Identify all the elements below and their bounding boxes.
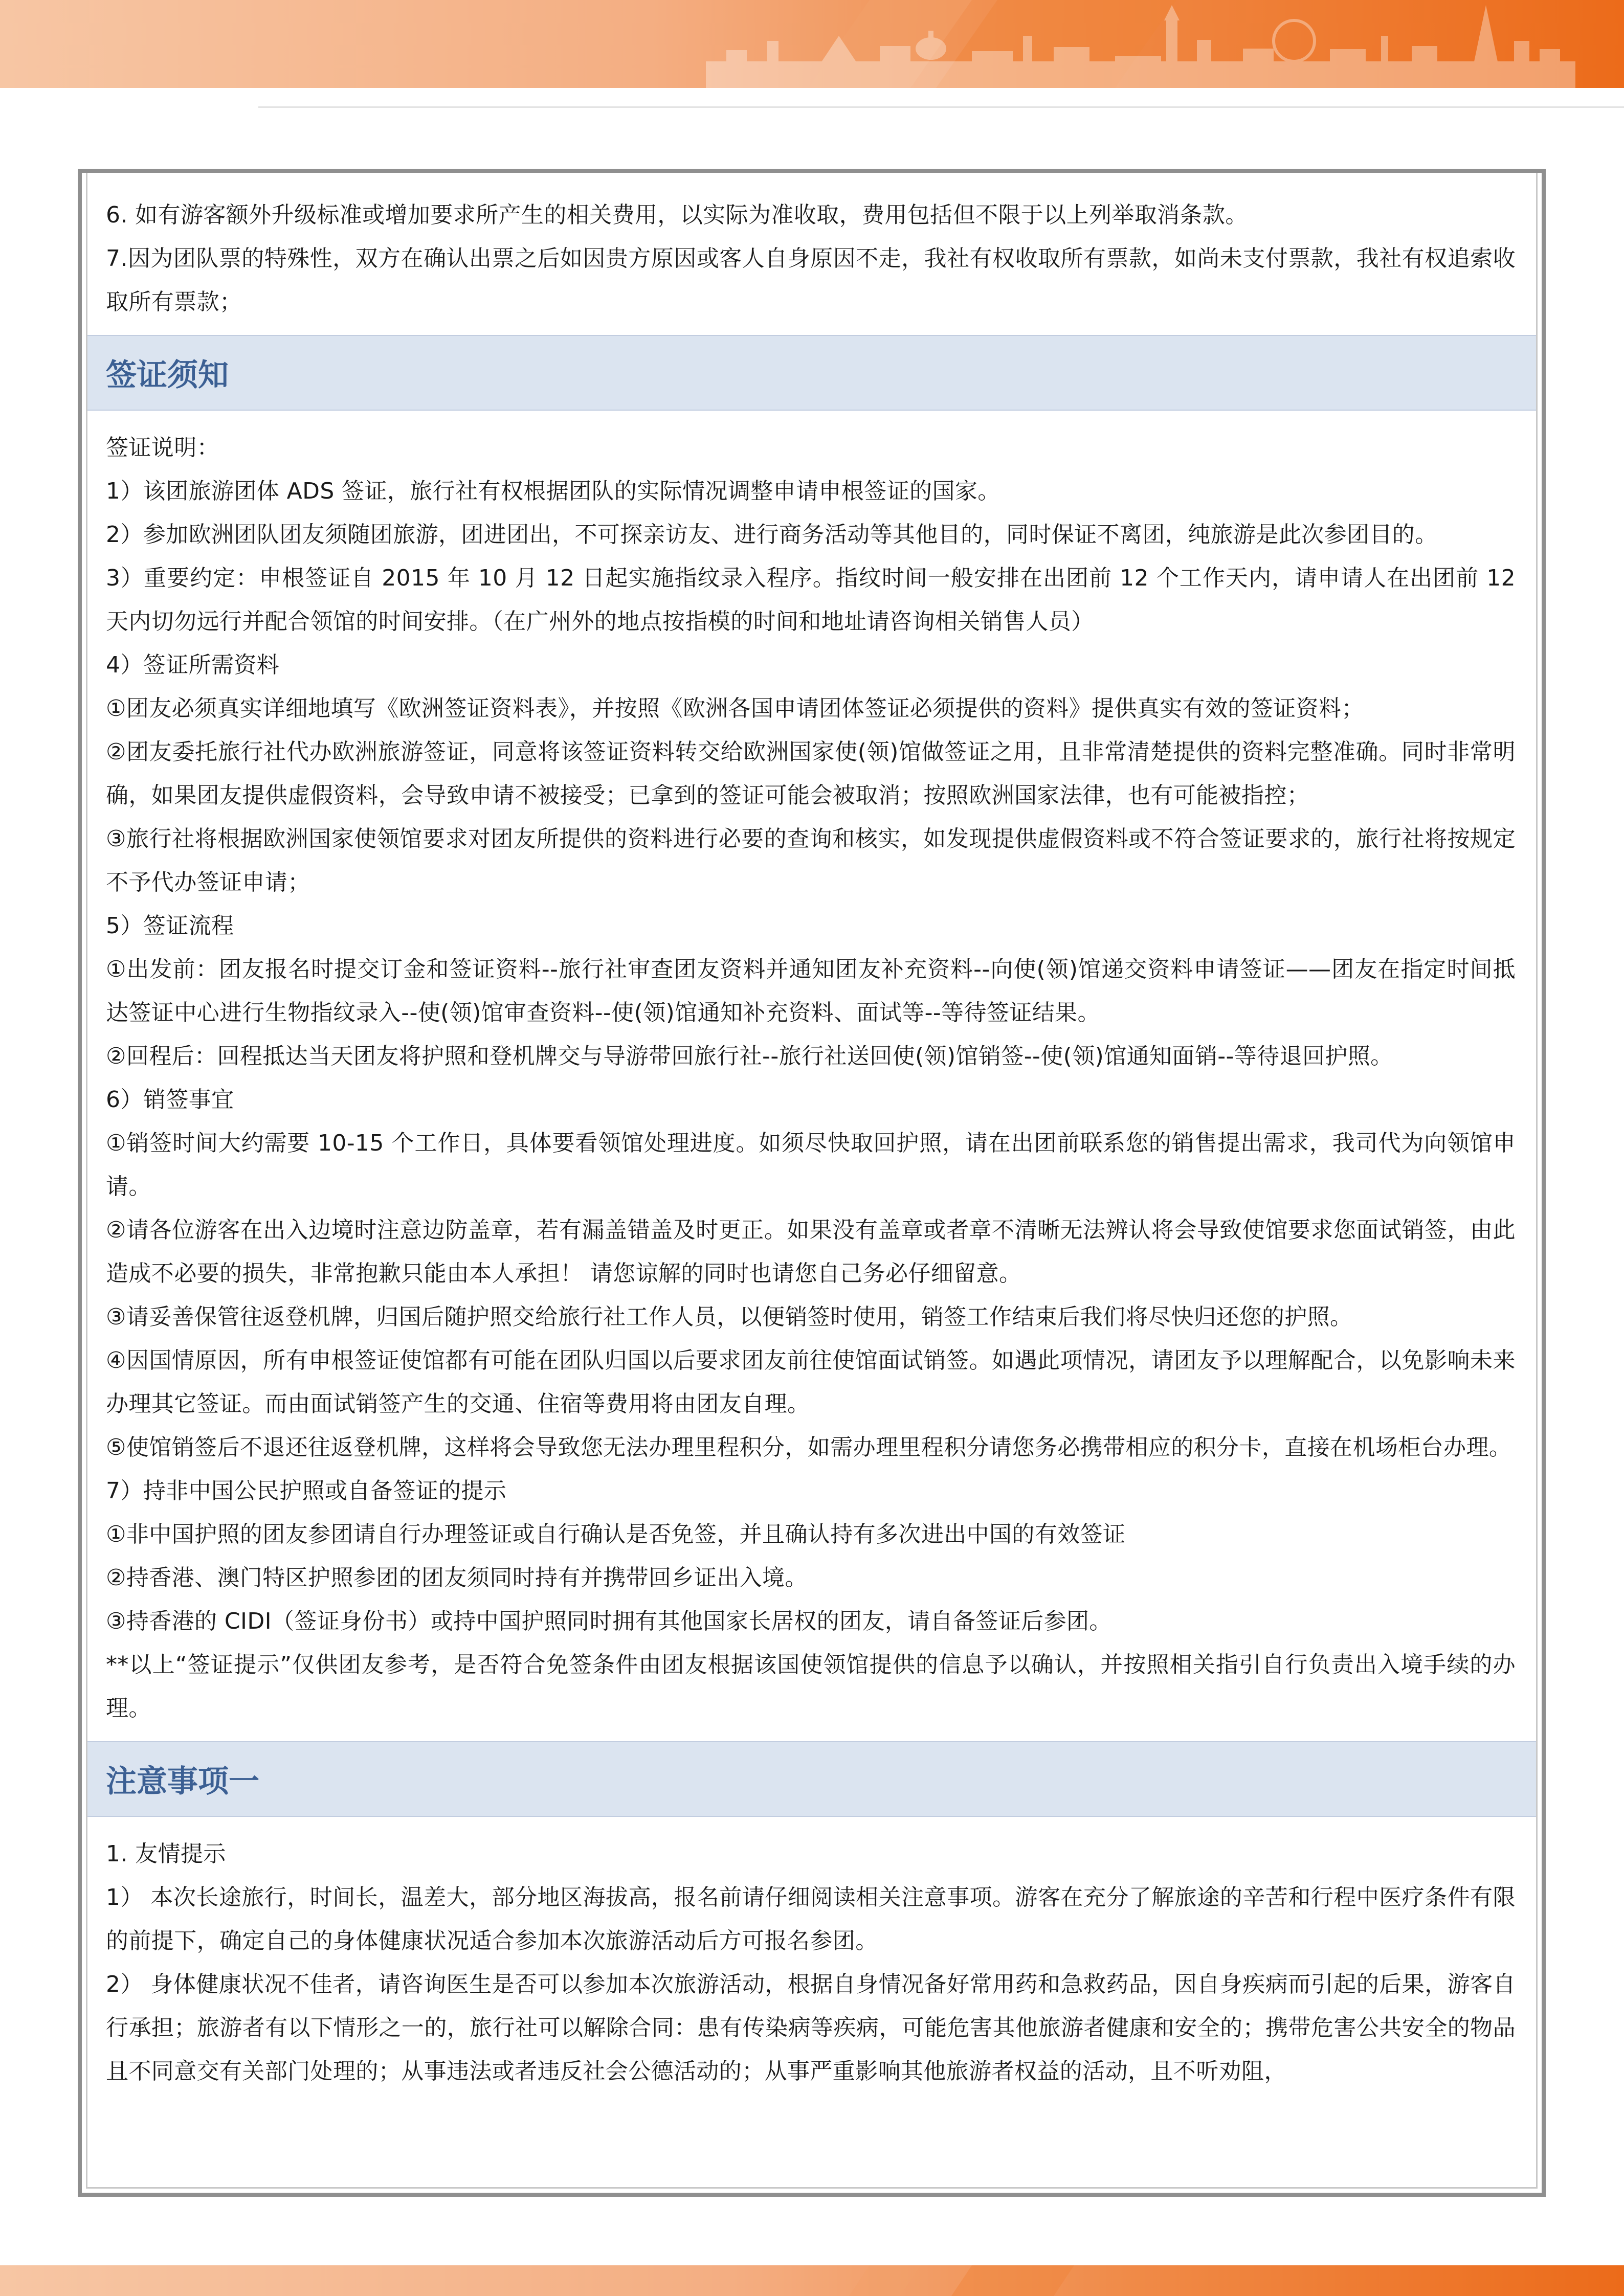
notice-section-header	[87, 1741, 1536, 1817]
document-frame	[78, 169, 1546, 2197]
paragraph: 6. 如有游客额外升级标准或增加要求所产生的相关费用，以实际为准收取，费用包括但不限于以上列举取消条款。	[106, 202, 1248, 228]
footer-decoration	[0, 2265, 1624, 2296]
paragraph: 7）持非中国公民护照或自备签证的提示	[106, 1478, 507, 1504]
paragraph: 7.因为团队票的特殊性，双方在确认出票之后如因贵方原因或客人自身原因不走，我社有权收取所有票款，如尚未支付票款，我社有权追索收取所有票款；	[106, 245, 1516, 315]
paragraph: **以上“签证提示”仅供团友参考，是否符合免签条件由团友根据该国使领馆提供的信息予以确认，并按照相关指引自行负责出入境手续的办理。	[106, 1652, 1516, 1721]
paragraph: ②团友委托旅行社代办欧洲旅游签证，同意将该签证资料转交给欧洲国家使(领)馆做签证之用，且非常清楚提供的资料完整准确。同时非常明确，如果团友提供虚假资料，会导致申请不被接受；已拿到的签证可能会被取消；按照欧洲国家法律，也有可能被指控；	[106, 739, 1516, 808]
document-content	[86, 173, 1538, 2189]
paragraph: ③旅行社将根据欧洲国家使领馆要求对团友所提供的资料进行必要的查询和核实，如发现提供虚假资料或不符合签证要求的，旅行社将按规定不予代办签证申请；	[106, 826, 1516, 895]
paragraph: 1） 本次长途旅行，时间长，温差大，部分地区海拔高，报名前请仔细阅读相关注意事项。游客在充分了解旅途的辛苦和行程中医疗条件有限的前提下，确定自己的身体健康状况适合参加本次旅游活动后方可报名参团。	[106, 1884, 1516, 1954]
notice-section-body	[106, 1826, 1516, 2093]
paragraph: ③持香港的 CIDI（签证身份书）或持中国护照同时拥有其他国家长居权的团友，请自备签证后参团。	[106, 1608, 1112, 1634]
paragraph: 2）参加欧洲团队团友须随团旅游，团进团出，不可探亲访友、进行商务活动等其他目的，同时保证不离团，纯旅游是此次参团目的。	[106, 522, 1438, 548]
section-title: 签证须知	[106, 357, 229, 393]
paragraph: 1）该团旅游团体 ADS 签证，旅行社有权根据团队的实际情况调整申请申根签证的国家。	[106, 478, 1000, 504]
paragraph: ①团友必须真实详细地填写《欧洲签证资料表》，并按照《欧洲各国申请团体签证必须提供的资料》提供真实有效的签证资料；	[106, 695, 1364, 722]
paragraph: ③请妥善保管往返登机牌，归国后随护照交给旅行社工作人员，以便销签时使用，销签工作结束后我们将尽快归还您的护照。	[106, 1304, 1353, 1330]
visa-section-body	[106, 420, 1516, 1730]
paragraph: ④因国情原因，所有申根签证使馆都有可能在团队归国以后要求团友前往使馆面试销签。如遇此项情况，请团友予以理解配合，以免影响未来办理其它签证。而由面试销签产生的交通、住宿等费用将由团友自理。	[106, 1347, 1516, 1417]
paragraph: ②持香港、澳门特区护照参团的团友须同时持有并携带回乡证出入境。	[106, 1565, 808, 1591]
paragraph: ①销签时间大约需要 10-15 个工作日，具体要看领馆处理进度。如须尽快取回护照，请在出团前联系您的销售提出需求，我司代为向领馆申请。	[106, 1130, 1516, 1200]
paragraph: ①非中国护照的团友参团请自行办理签证或自行确认是否免签，并且确认持有多次进出中国的有效签证	[106, 1521, 1126, 1547]
skyline-decoration	[0, 0, 1624, 88]
paragraph: 3）重要约定：申根签证自 2015 年 10 月 12 日起实施指纹录入程序。指纹时间一般安排在出团前 12 个工作天内，请申请人在出团前 12 天内切勿远行并配合领馆的时间安排。（在广州外的地点按指模的时间和地址请咨询相关销售人员）	[106, 565, 1516, 635]
paragraph: 1. 友情提示	[106, 1841, 226, 1867]
paragraph: ②回程后：回程抵达当天团友将护照和登机牌交与导游带回旅行社--旅行社送回使(领)馆销签--使(领)馆通知面销--等待退回护照。	[106, 1043, 1393, 1069]
paragraph: ①出发前：团友报名时提交订金和签证资料--旅行社审查团友资料并通知团友补充资料--向使(领)馆递交资料申请签证——团友在指定时间抵达签证中心进行生物指纹录入--使(领)馆审查资料--使(领)馆通知补充资料、面试等--等待签证结果。	[106, 956, 1516, 1026]
paragraph: 2） 身体健康状况不佳者，请咨询医生是否可以参加本次旅游活动，根据自身情况备好常用药和急救药品，因自身疾病而引起的后果，游客自行承担；旅游者有以下情形之一的，旅行社可以解除合同：患有传染病等疾病，可能危害其他旅游者健康和安全的；携带危害公共安全的物品且不同意交有关部门处理的；从事违法或者违反社会公德活动的；从事严重影响其他旅游者权益的活动，且不听劝阻，	[106, 1971, 1516, 2084]
paragraph: ②请各位游客在出入边境时注意边防盖章，若有漏盖错盖及时更正。如果没有盖章或者章不清晰无法辨认将会导致使馆要求您面试销签，由此造成不必要的损失，非常抱歉只能由本人承担！ 请您谅解的同时也请您自己务必仔细留意。	[106, 1217, 1516, 1287]
visa-section-header	[87, 335, 1536, 411]
paragraph: 签证说明：	[106, 435, 219, 461]
paragraph: 6）销签事宜	[106, 1087, 234, 1113]
paragraph: 5）签证流程	[106, 913, 234, 939]
header-divider	[258, 106, 1624, 108]
paragraph: 4）签证所需资料	[106, 652, 280, 678]
header-banner	[0, 0, 1624, 88]
section-title: 注意事项一	[106, 1764, 259, 1799]
footer-banner	[0, 2265, 1624, 2296]
paragraph: ⑤使馆销签后不退还往返登机牌，这样将会导致您无法办理里程积分，如需办理里程积分请您务必携带相应的积分卡，直接在机场柜台办理。	[106, 1434, 1512, 1460]
